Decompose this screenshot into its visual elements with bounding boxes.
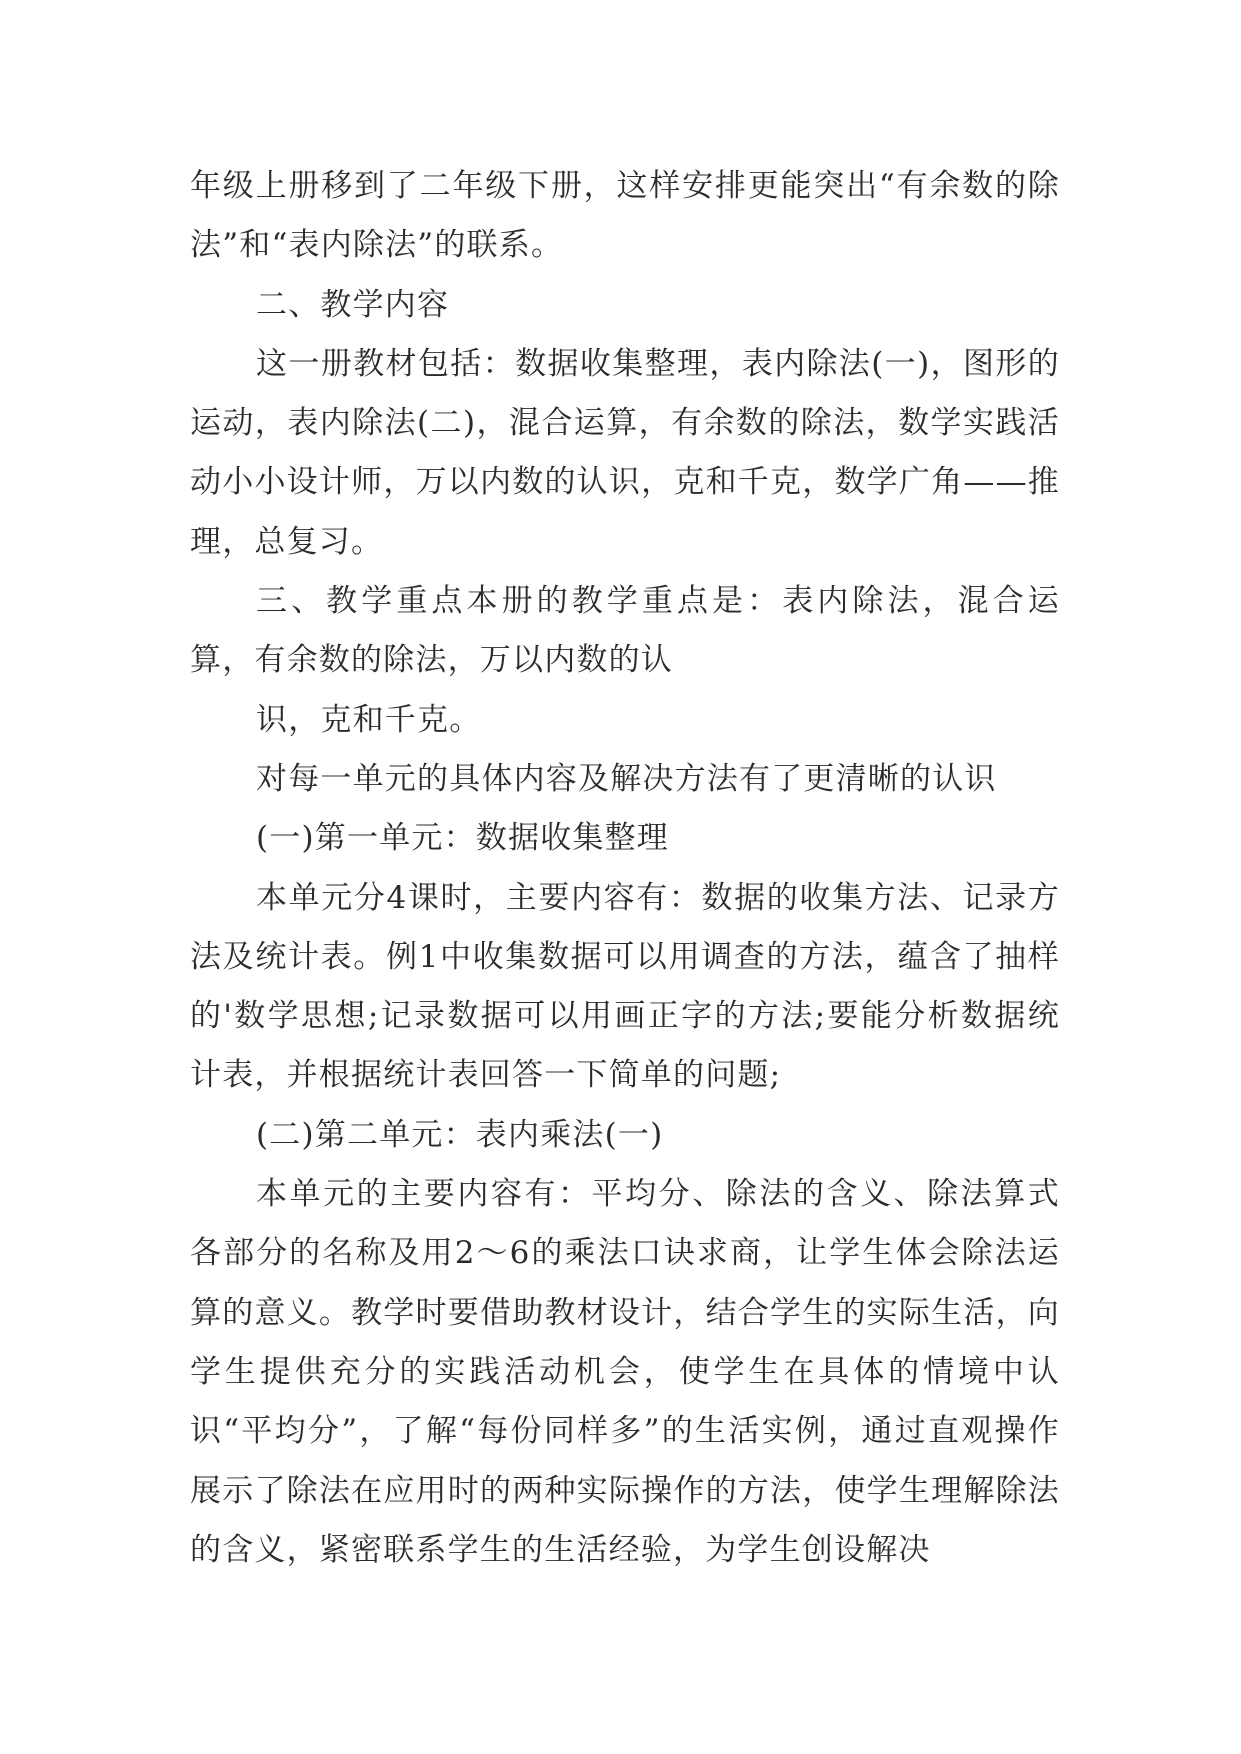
paragraph-continuation: 年级上册移到了二年级下册，这样安排更能突出“有余数的除法”和“表内除法”的联系。 <box>190 168 1060 264</box>
paragraph-teaching-focus: 三、教学重点本册的教学重点是：表内除法，混合运算，有余数的除法，万以内数的认 <box>190 583 1060 679</box>
paragraph-teaching-content: 这一册教材包括：数据收集整理，表内除法(一)，图形的运动，表内除法(二)，混合运算，有余数的除法，数学实践活动小小设计师，万以内数的认识，克和千克，数学广角——推理，总复习。 <box>190 345 1060 560</box>
paragraph-unit-overview: 对每一单元的具体内容及解决方法有了更清晰的认识 <box>256 760 997 797</box>
paragraph-unit-1: 本单元分4课时，主要内容有：数据的收集方法、记录方法及统计表。例1中收集数据可以用调查的方法，蕴含了抽样的'数学思想;记录数据可以用画正字的方法;要能分析数据统计表，并根据统计表回答一下简单的问题; <box>190 879 1060 1094</box>
paragraph-teaching-focus-continued: 识，克和千克。 <box>256 701 482 738</box>
section-heading-teaching-content: 二、教学内容 <box>256 286 450 323</box>
paragraph-unit-2: 本单元的主要内容有：平均分、除法的含义、除法算式各部分的名称及用2～6的乘法口诀求商，让学生体会除法运算的意义。教学时要借助教材设计，结合学生的实际生活，向学生提供充分的实践活动机会，使学生在具体的情境中认识“平均分”，了解“每份同样多”的生活实例，通过直观操作展示了除法在应用时的两种实际操作的方法，使学生理解除法的含义，紧密联系学生的生活经验，为学生创设解决 <box>190 1176 1060 1568</box>
document-body <box>190 157 1060 1580</box>
section-heading-unit-1: (一)第一单元：数据收集整理 <box>256 820 669 857</box>
section-heading-unit-2: (二)第二单元：表内乘法(一) <box>256 1116 664 1153</box>
